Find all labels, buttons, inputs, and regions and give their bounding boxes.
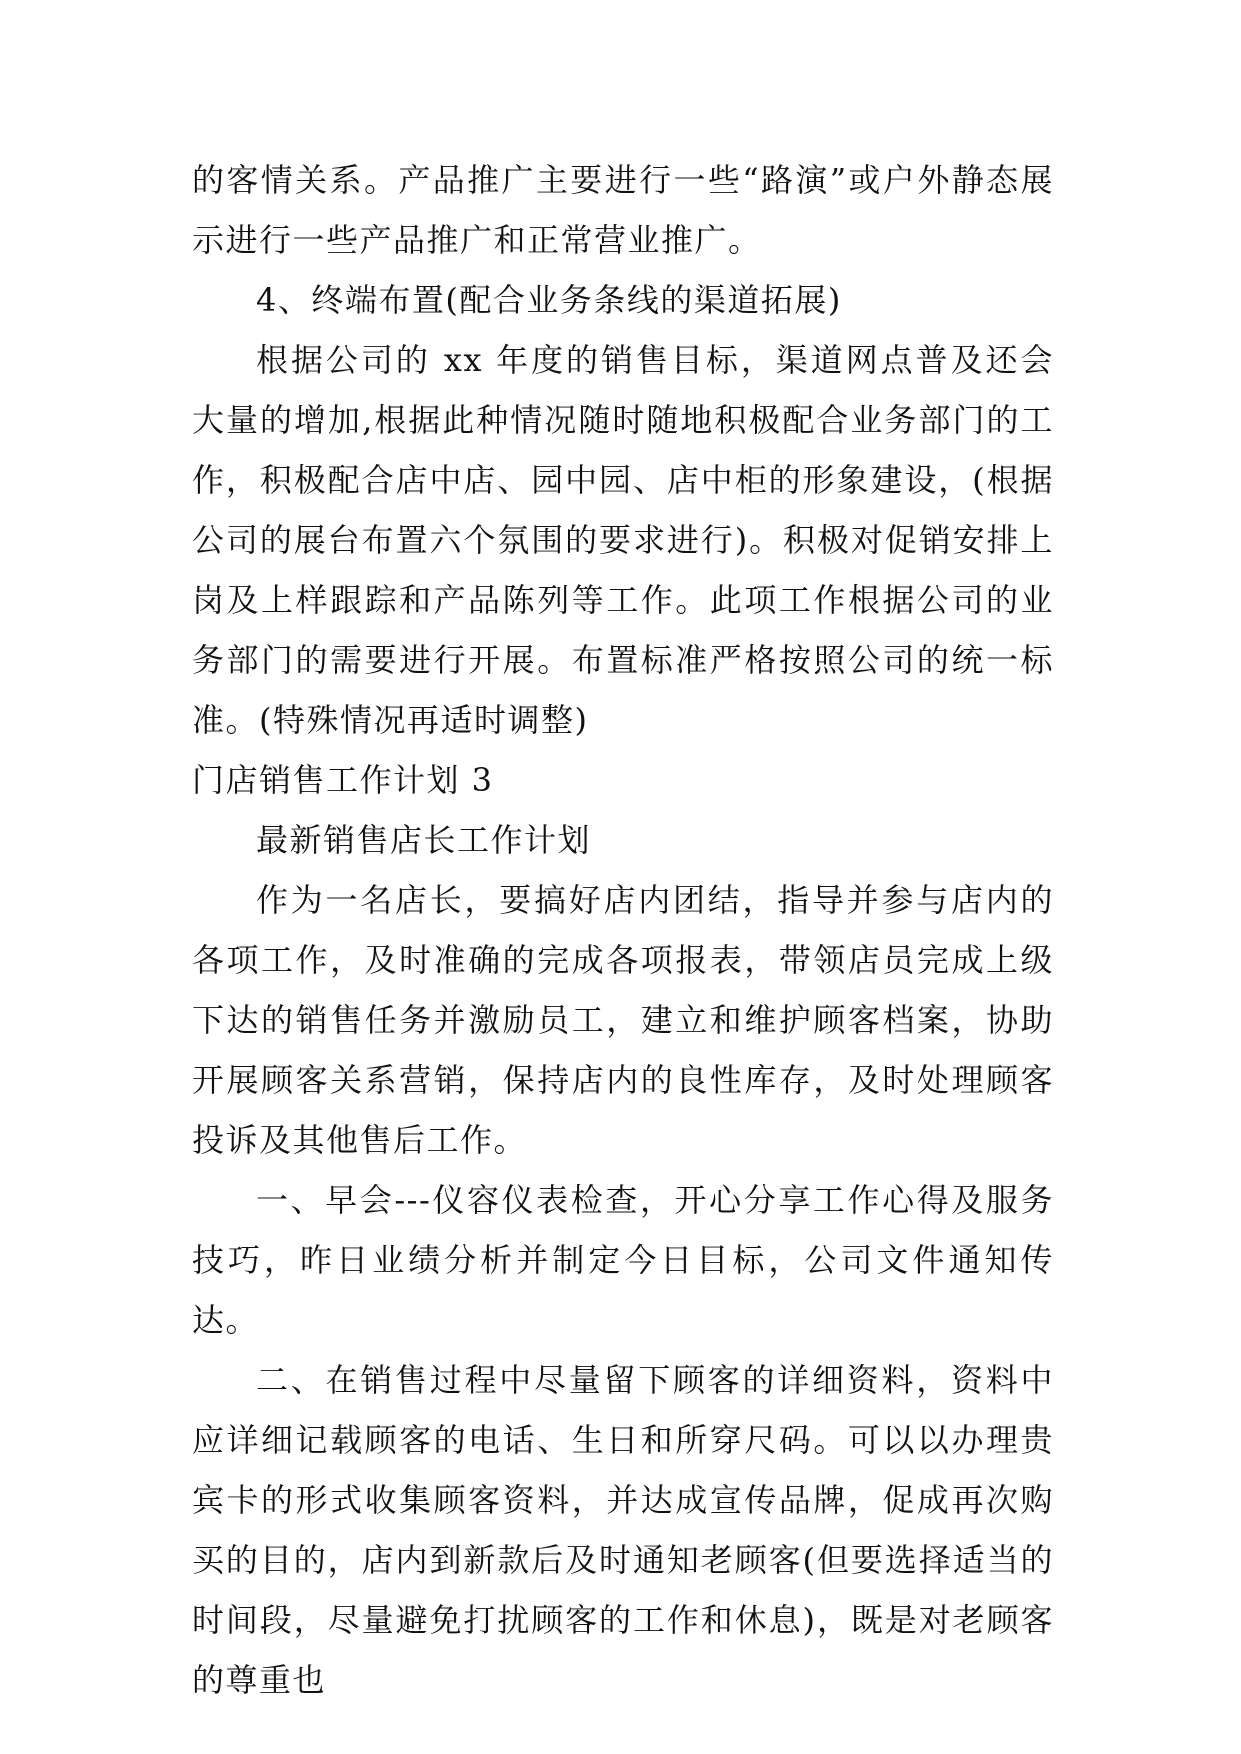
document-page [192,150,1054,1710]
body-paragraph-terminal-layout: 根据公司的 xx 年度的销售目标，渠道网点普及还会大量的增加,根据此种情况随时随地积极配合业务部门的工作，积极配合店中店、园中园、店中柜的形象建设，(根据公司的展台布置六个氛围的要求进行)。积极对促销安排上岗及上样跟踪和产品陈列等工作。此项工作根据公司的业务部门的需要进行开展。布置标准严格按照公司的统一标准。(特殊情况再适时调整) [192,341,1054,739]
list-item-customer-records: 二、在销售过程中尽量留下顾客的详细资料，资料中应详细记载顾客的电话、生日和所穿尺码。可以以办理贵宾卡的形式收集顾客资料，并达成宣传品牌，促成再次购买的目的，店内到新款后及时通知老顾客(但要选择适当的时间段，尽量避免打扰顾客的工作和休息)，既是对老顾客的尊重也 [192,1361,1054,1699]
list-item-morning-meeting: 一、早会---仪容仪表检查，开心分享工作心得及服务技巧，昨日业绩分析并制定今日目标，公司文件通知传达。 [192,1181,1054,1339]
section-heading-plan-3: 门店销售工作计划 3 [192,761,494,799]
continuation-paragraph: 的客情关系。产品推广主要进行一些“路演”或户外静态展示进行一些产品推广和正常营业推广。 [192,161,1054,259]
subsection-heading-4: 4、终端布置(配合业务条线的渠道拓展) [256,281,842,319]
body-paragraph-manager-duties: 作为一名店长，要搞好店内团结，指导并参与店内的各项工作，及时准确的完成各项报表，带领店员完成上级下达的销售任务并激励员工，建立和维护顾客档案，协助开展顾客关系营销，保持店内的良性库存，及时处理顾客投诉及其他售后工作。 [192,881,1054,1159]
article-title: 最新销售店长工作计划 [256,821,592,859]
